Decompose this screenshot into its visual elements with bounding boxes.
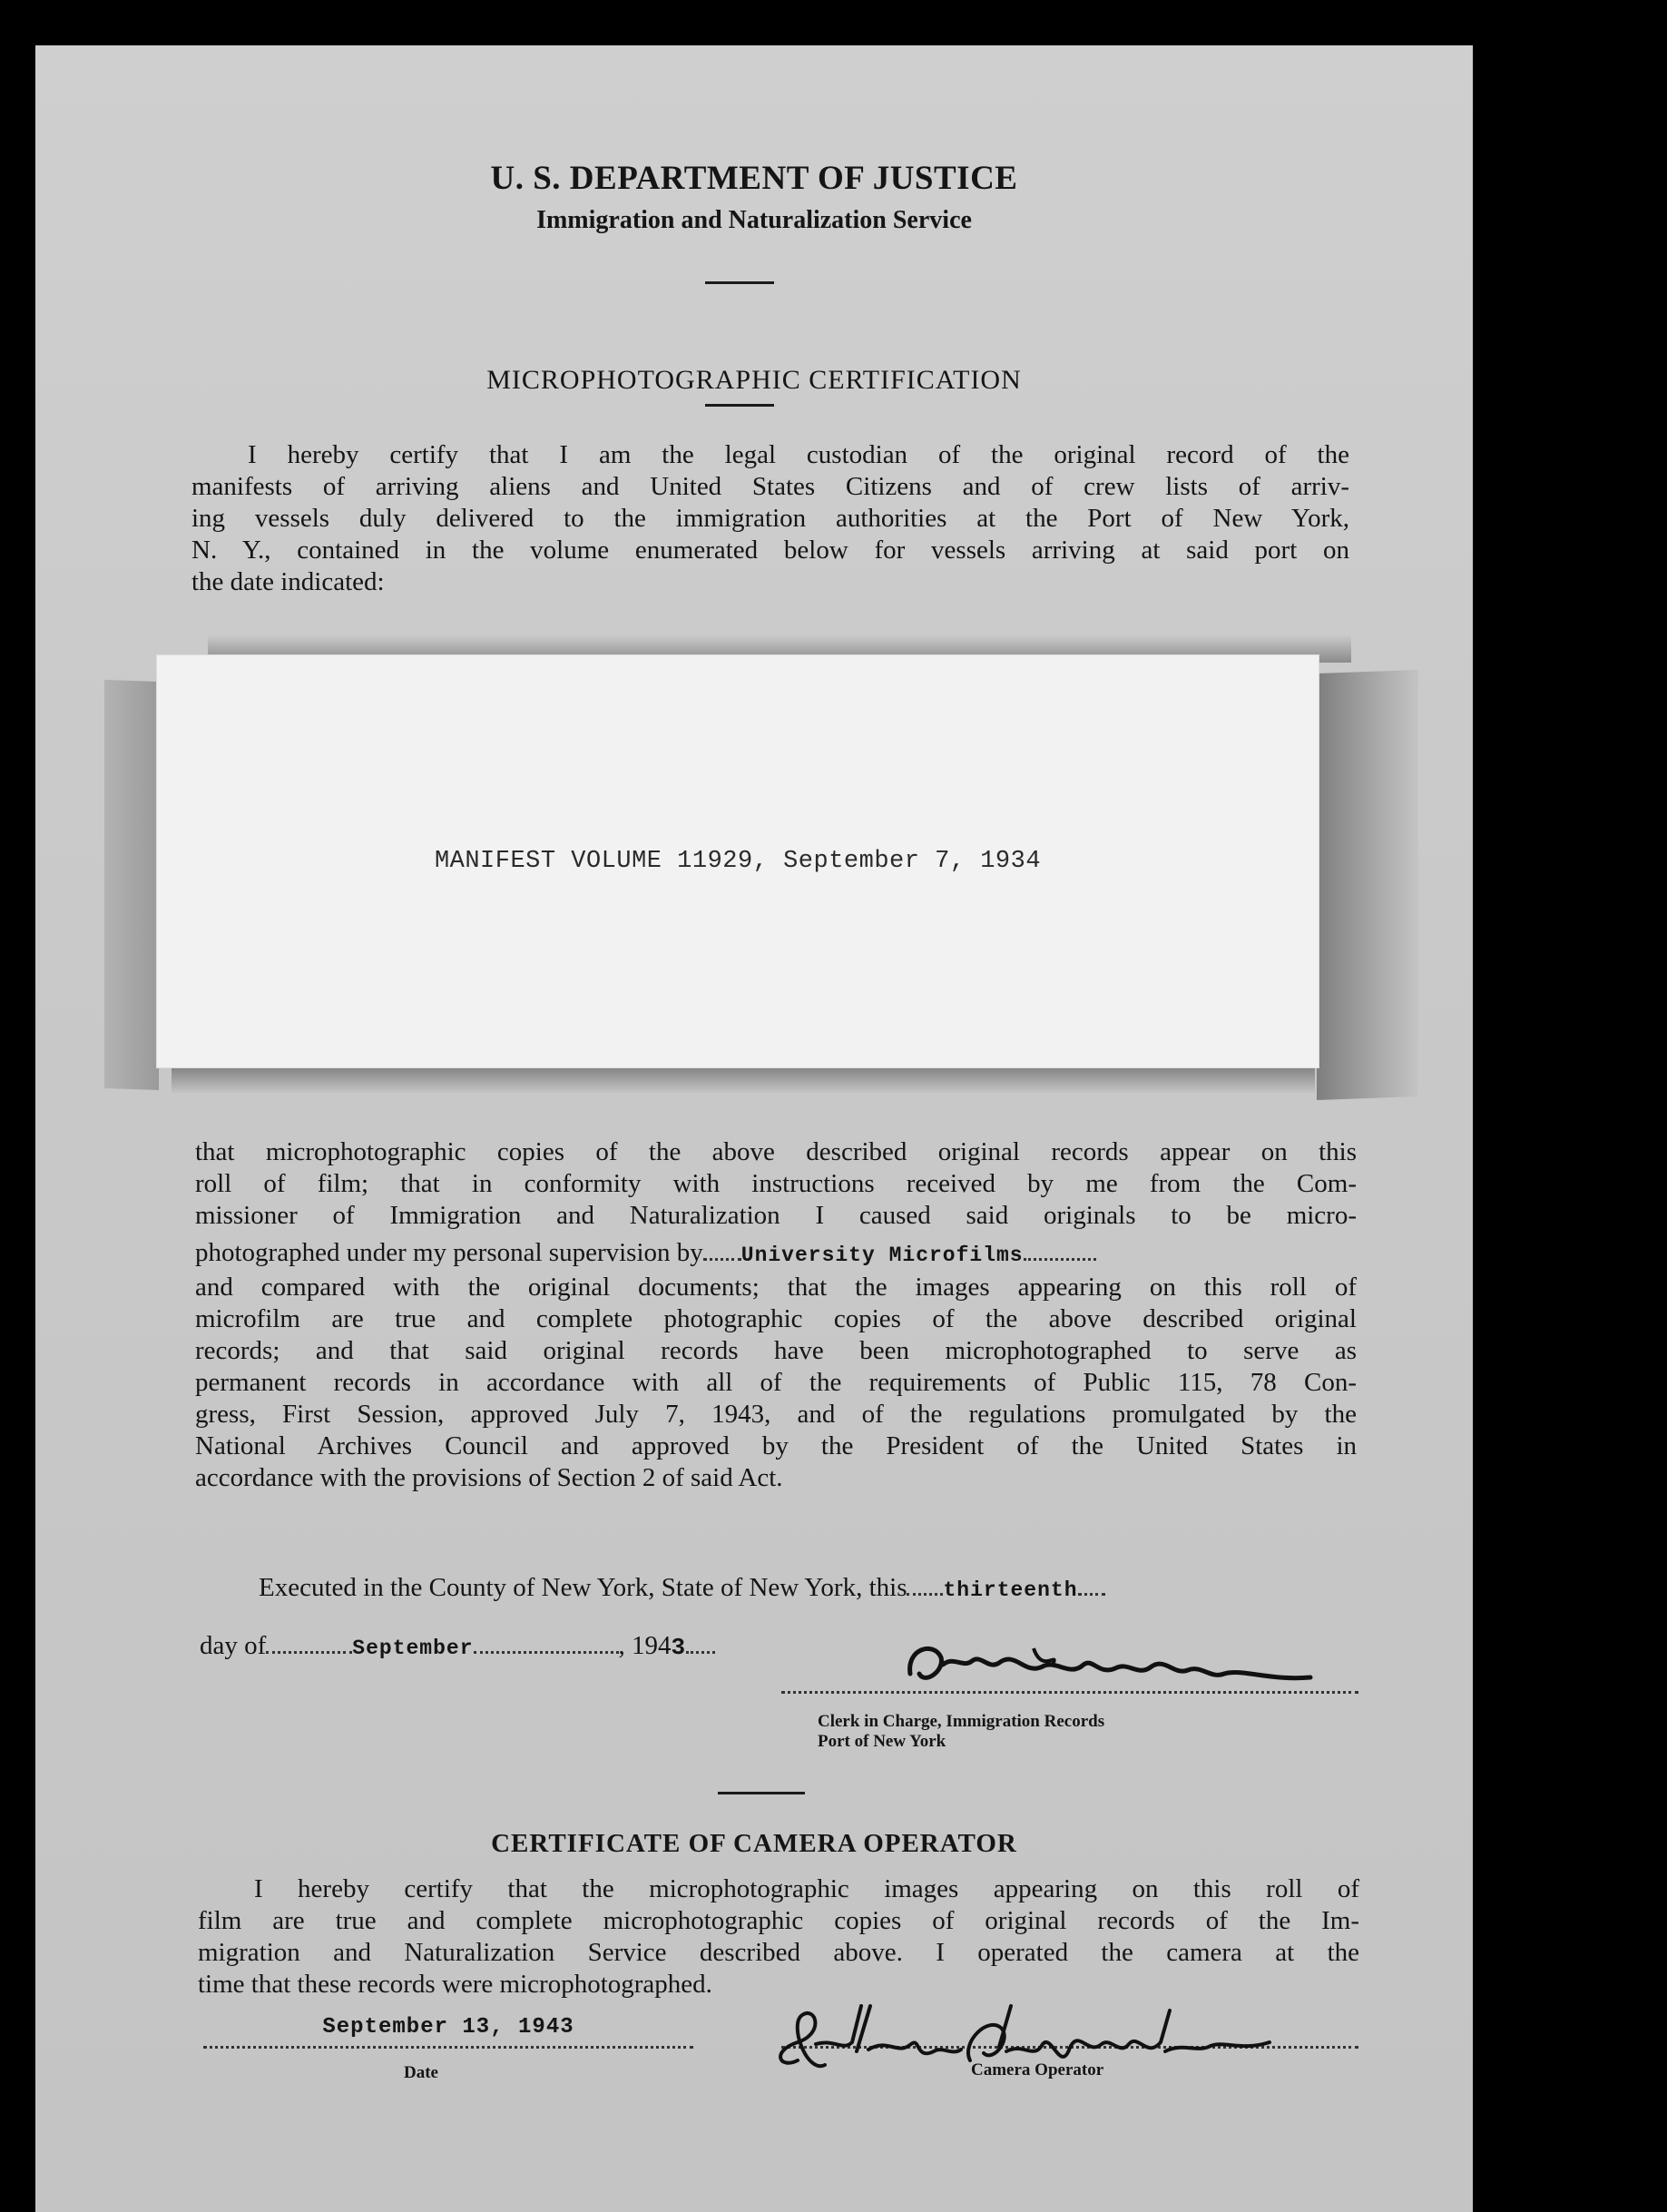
divider bbox=[705, 281, 774, 284]
paragraph-line: gress, First Session, approved July 7, 1943, and of the regulations promulgated by the bbox=[195, 1400, 1357, 1429]
certification-title: MICROPHOTOGRAPHIC CERTIFICATION bbox=[486, 365, 1022, 395]
paragraph-line: I hereby certify that the microphotographic images appearing on this roll of bbox=[254, 1874, 1359, 1903]
camera-heading: CERTIFICATE OF CAMERA OPERATOR bbox=[491, 1829, 1017, 1858]
agency-heading: U. S. DEPARTMENT OF JUSTICE bbox=[490, 160, 1018, 197]
paragraph-line: and compared with the original documents; that the images appearing on this roll of bbox=[195, 1273, 1357, 1302]
microfilm-company: University Microfilms bbox=[740, 1244, 1024, 1267]
card-shadow bbox=[104, 680, 159, 1090]
operator-label: Camera Operator bbox=[971, 2060, 1104, 2079]
supervision-line bbox=[195, 1237, 1357, 1272]
fill-dots bbox=[907, 1593, 943, 1596]
divider bbox=[705, 404, 774, 407]
card-shadow bbox=[172, 1066, 1315, 1093]
year-digit: 3 bbox=[671, 1634, 687, 1661]
certificate-sheet bbox=[35, 45, 1473, 2212]
divider bbox=[718, 1792, 805, 1794]
executed-line bbox=[259, 1572, 1357, 1607]
fill-dots bbox=[703, 1258, 741, 1261]
paragraph-line: accordance with the provisions of Section 2 of said Act. bbox=[195, 1463, 783, 1492]
fill-dots bbox=[474, 1651, 619, 1654]
service-subheading: Immigration and Naturalization Service bbox=[536, 206, 972, 234]
paragraph-line: records; and that said original records have been microphotographed to serve as bbox=[195, 1336, 1357, 1365]
date-line bbox=[203, 2015, 693, 2049]
intro-paragraph bbox=[191, 439, 1349, 598]
paragraph-line: roll of film; that in conformity with instructions received by me from the Com- bbox=[195, 1169, 1357, 1198]
date-label: Date bbox=[404, 2063, 438, 2082]
paragraph-line: permanent records in accordance with all of the requirements of Public 115, 78 Con- bbox=[195, 1368, 1357, 1397]
fill-dots bbox=[686, 1651, 715, 1654]
executed-month: September bbox=[352, 1637, 474, 1660]
supervision-prefix: photographed under my personal supervision by bbox=[195, 1238, 703, 1267]
paragraph-line: the date indicated: bbox=[191, 567, 385, 596]
clerk-signature bbox=[897, 1621, 1324, 1703]
paragraph-line: film are true and complete microphotographic copies of original records of the Im- bbox=[198, 1906, 1359, 1935]
paragraph-line: time that these records were microphotographed. bbox=[198, 1970, 712, 1999]
paragraph-line: ing vessels duly delivered to the immigration authorities at the Port of New York, bbox=[191, 504, 1349, 533]
paragraph-line: I hereby certify that I am the legal custodian of the original record of the bbox=[248, 440, 1349, 469]
body-paragraph bbox=[195, 1136, 1357, 1494]
manifest-card bbox=[157, 655, 1319, 1067]
paragraph-line: that microphotographic copies of the above described original records appear on this bbox=[195, 1137, 1357, 1166]
manifest-volume-text: MANIFEST VOLUME 11929, September 7, 1934 bbox=[434, 848, 1042, 875]
clerk-title: Clerk in Charge, Immigration Records bbox=[818, 1712, 1105, 1731]
paragraph-line: manifests of arriving aliens and United States Citizens and of crew lists of arriv- bbox=[191, 472, 1349, 501]
executed-prefix: Executed in the County of New York, State of New York, this bbox=[259, 1573, 907, 1602]
executed-day: thirteenth bbox=[943, 1578, 1078, 1602]
year-prefix: , 194 bbox=[618, 1631, 672, 1660]
day-of-label: day of bbox=[200, 1631, 267, 1660]
paragraph-line: migration and Naturalization Service described above. I operated the camera at the bbox=[198, 1938, 1359, 1967]
paragraph-line: missioner of Immigration and Naturalization I caused said originals to be micro- bbox=[195, 1201, 1357, 1230]
camera-date: September 13, 1943 bbox=[322, 2015, 574, 2040]
clerk-port: Port of New York bbox=[818, 1732, 946, 1751]
fill-dots bbox=[1078, 1593, 1105, 1596]
fill-dots bbox=[1024, 1258, 1096, 1261]
paragraph-line: National Archives Council and approved by the President of the United States in bbox=[195, 1431, 1357, 1460]
paragraph-line: N. Y., contained in the volume enumerated below for vessels arriving at said port on bbox=[191, 536, 1349, 565]
card-shadow bbox=[1317, 670, 1418, 1100]
camera-paragraph bbox=[198, 1873, 1359, 2001]
paragraph-line: microfilm are true and complete photographic copies of the above described original bbox=[195, 1304, 1357, 1333]
fill-dots bbox=[266, 1651, 352, 1654]
